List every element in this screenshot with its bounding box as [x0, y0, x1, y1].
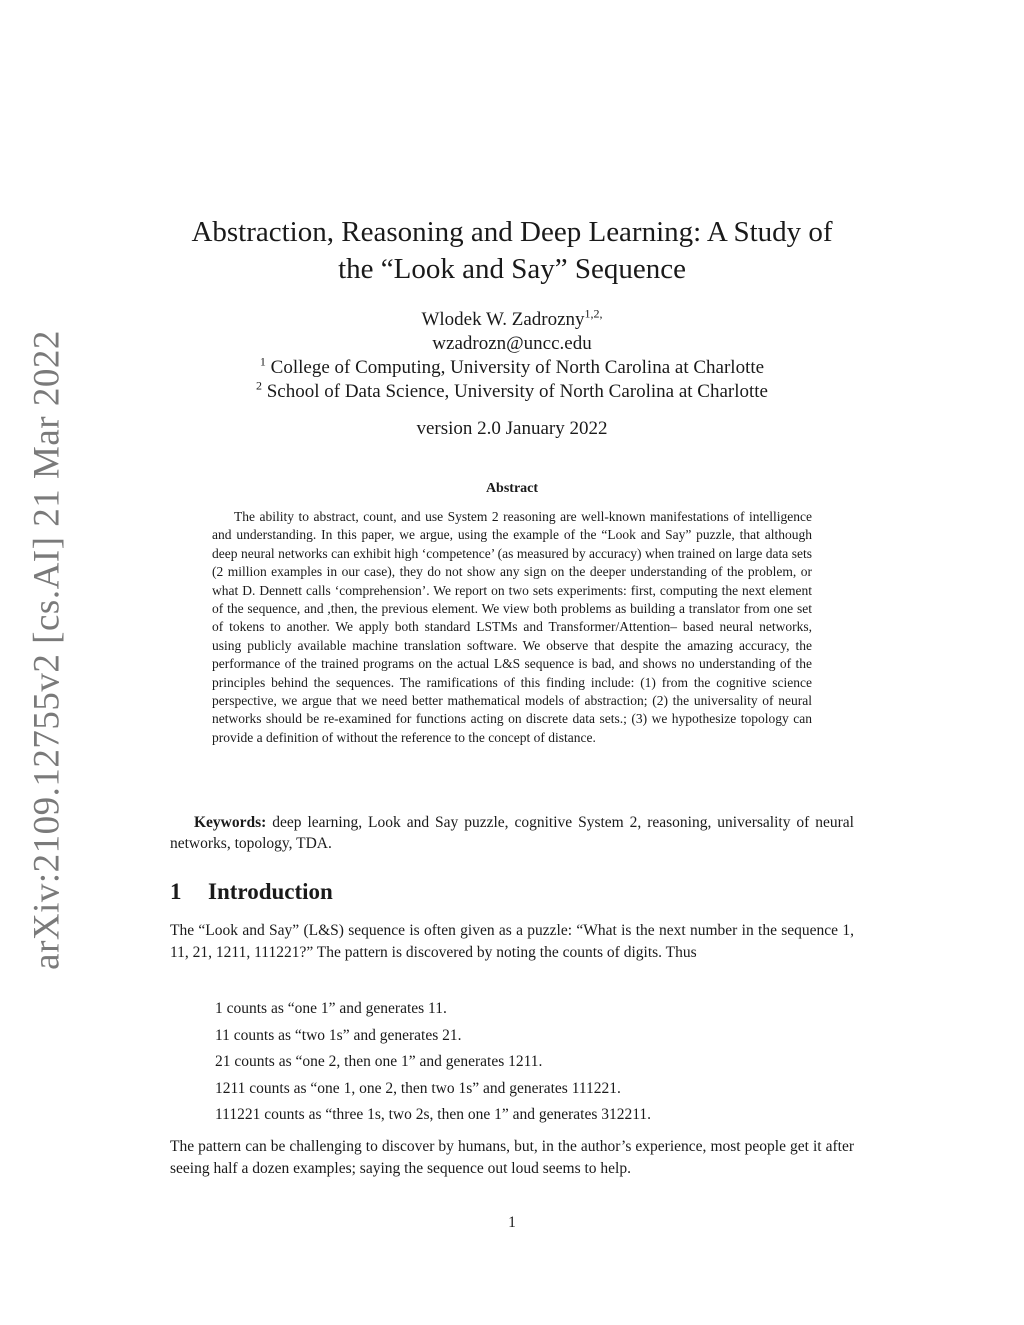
keywords-paragraph — [170, 812, 854, 854]
author-name: Wlodek W. Zadrozny — [421, 309, 585, 330]
affiliation-2 — [150, 380, 874, 404]
section-heading-introduction — [170, 879, 333, 905]
author-email: wzadrozn@uncc.edu — [432, 333, 592, 354]
example-item: 1211 counts as “one 1, one 2, then two 1s” and generates 111221. — [215, 1079, 621, 1097]
arxiv-side-stamp: arXiv:2109.12755v2 [cs.AI] 21 Mar 2022 — [26, 330, 68, 970]
keywords-label: Keywords: — [194, 814, 267, 831]
page-number: 1 — [508, 1214, 516, 1231]
example-item: 21 counts as “one 2, then one 1” and generates 1211. — [215, 1053, 543, 1070]
keywords-text: deep learning, Look and Say puzzle, cognitive System 2, reasoning, universality of neural networks, topology, TDA. — [170, 814, 854, 852]
affiliation-1-text: College of Computing, University of North Carolina at Charlotte — [270, 357, 765, 378]
version-line: version 2.0 January 2022 — [416, 418, 608, 439]
abstract-heading: Abstract — [485, 481, 539, 496]
intro-paragraph: The “Look and Say” (L&S) sequence is often given as a puzzle: “What is the next number in the sequence 1, 11, 21, 1211, 111221?” The pattern is discovered by noting the counts of digits. Thus — [170, 922, 854, 961]
affiliation-1-mark: 1 — [259, 354, 266, 369]
section-title: Introduction — [208, 879, 333, 904]
title-line-2: the “Look and Say” Sequence — [338, 253, 686, 285]
example-item: 11 counts as “two 1s” and generates 21. — [215, 1026, 462, 1044]
author-affiliation-marks: 1,2, — [584, 306, 603, 321]
example-item: 1 counts as “one 1” and generates 11. — [215, 1000, 447, 1017]
affiliation-1 — [150, 356, 874, 380]
title-line-1: Abstraction, Reasoning and Deep Learning: A Study of — [191, 216, 833, 248]
author-name-line — [150, 308, 874, 332]
affiliation-2-text: School of Data Science, University of North Carolina at Charlotte — [266, 381, 768, 402]
author-block — [150, 308, 874, 404]
section-number: 1 — [170, 879, 182, 904]
abstract-text: The ability to abstract, count, and use System 2 reasoning are well-known manifestations of intelligence and understanding. In this paper, we argue, using the example of the “Look and Say” puzzle, that although deep neural networks can exhibit high ‘competence’ (as measured by accuracy) when trained on large data sets (2 million examples in our case), they do not show any sign on the deeper understanding of the problem, or what D. Dennett calls ‘comprehension’. We report on two sets experiments: first, computing the next element of the sequence, and ,then, the previous element. We view both problems as building a translator from one set of tokens to another. We apply both standard LSTMs and Transformer/Attention– based neural networks, using publicly available machine translation software. We observe that despite the amazing accuracy, the performance of the trained programs on the actual L&S sequence is bad, and shows no understanding of the principles behind the sequences. The ramifications of this finding include: (1) from the cognitive science perspective, we argue that we need better mathematical models of abstraction; (2) the universality of neural networks should be re-examined for functions acting on discrete data sets.; (3) we hypothesize topology can provide a definition of without the reference to the concept of distance. — [212, 509, 812, 745]
example-item: 111221 counts as “three 1s, two 2s, then one 1” and generates 312211. — [215, 1106, 652, 1123]
affiliation-2-mark: 2 — [255, 378, 262, 393]
example-list — [215, 996, 651, 1129]
closing-paragraph: The pattern can be challenging to discover by humans, but, in the author’s experience, most people get it after seeing half a dozen examples; saying the sequence out loud seems to help. — [170, 1138, 854, 1177]
paper-title — [150, 214, 874, 288]
